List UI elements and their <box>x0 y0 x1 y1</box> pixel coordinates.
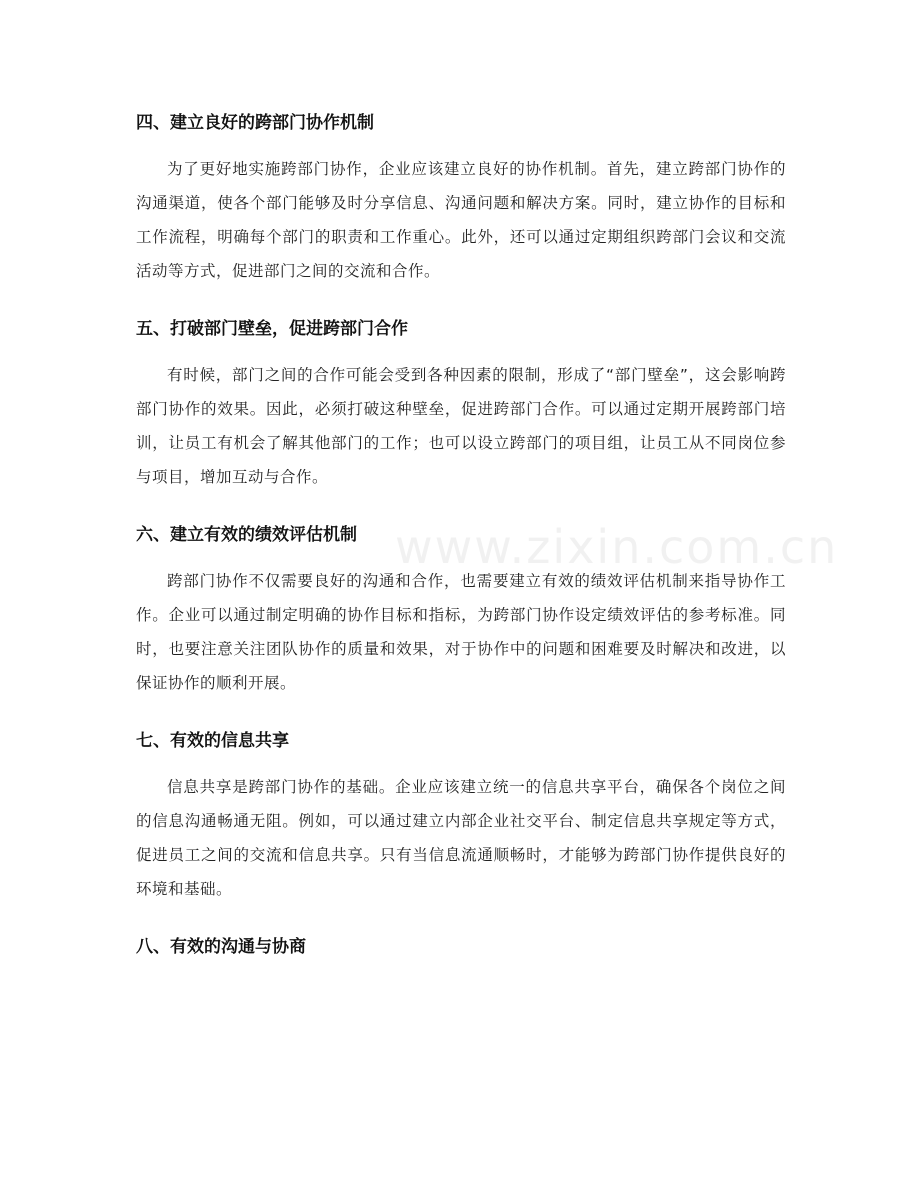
document-body <box>136 104 786 966</box>
section-paragraph: 跨部门协作不仅需要良好的沟通和合作，也需要建立有效的绩效评估机制来指导协作工作。企业可以通过制定明确的协作目标和指标，为跨部门协作设定绩效评估的参考标准。同时，也要注意关注团队协作的质量和效果，对于协作中的问题和困难要及时解决和改进，以保证协作的顺利开展。 <box>136 572 786 692</box>
section-heading: 五、打破部门壁垒，促进跨部门合作 <box>136 319 408 339</box>
section-6 <box>136 516 786 700</box>
section-4 <box>136 104 786 288</box>
section-heading: 七、有效的信息共享 <box>136 731 289 751</box>
section-8 <box>136 928 786 966</box>
section-heading: 四、建立良好的跨部门协作机制 <box>136 113 374 133</box>
section-heading: 六、建立有效的绩效评估机制 <box>136 525 357 545</box>
section-paragraph: 有时候，部门之间的合作可能会受到各种因素的限制，形成了“部门壁垒”，这会影响跨部门协作的效果。因此，必须打破这种壁垒，促进跨部门合作。可以通过定期开展跨部门培训，让员工有机会了解其他部门的工作；也可以设立跨部门的项目组，让员工从不同岗位参与项目，增加互动与合作。 <box>136 366 786 486</box>
watermark: www.zixin.com.cn <box>395 520 839 574</box>
section-7 <box>136 722 786 906</box>
section-paragraph: 信息共享是跨部门协作的基础。企业应该建立统一的信息共享平台，确保各个岗位之间的信息沟通畅通无阻。例如，可以通过建立内部企业社交平台、制定信息共享规定等方式，促进员工之间的交流和信息共享。只有当信息流通顺畅时，才能够为跨部门协作提供良好的环境和基础。 <box>136 778 786 898</box>
section-5 <box>136 310 786 494</box>
section-paragraph: 为了更好地实施跨部门协作，企业应该建立良好的协作机制。首先，建立跨部门协作的沟通渠道，使各个部门能够及时分享信息、沟通问题和解决方案。同时，建立协作的目标和工作流程，明确每个部门的职责和工作重心。此外，还可以通过定期组织跨部门会议和交流活动等方式，促进部门之间的交流和合作。 <box>136 160 786 280</box>
section-heading: 八、有效的沟通与协商 <box>136 937 306 957</box>
